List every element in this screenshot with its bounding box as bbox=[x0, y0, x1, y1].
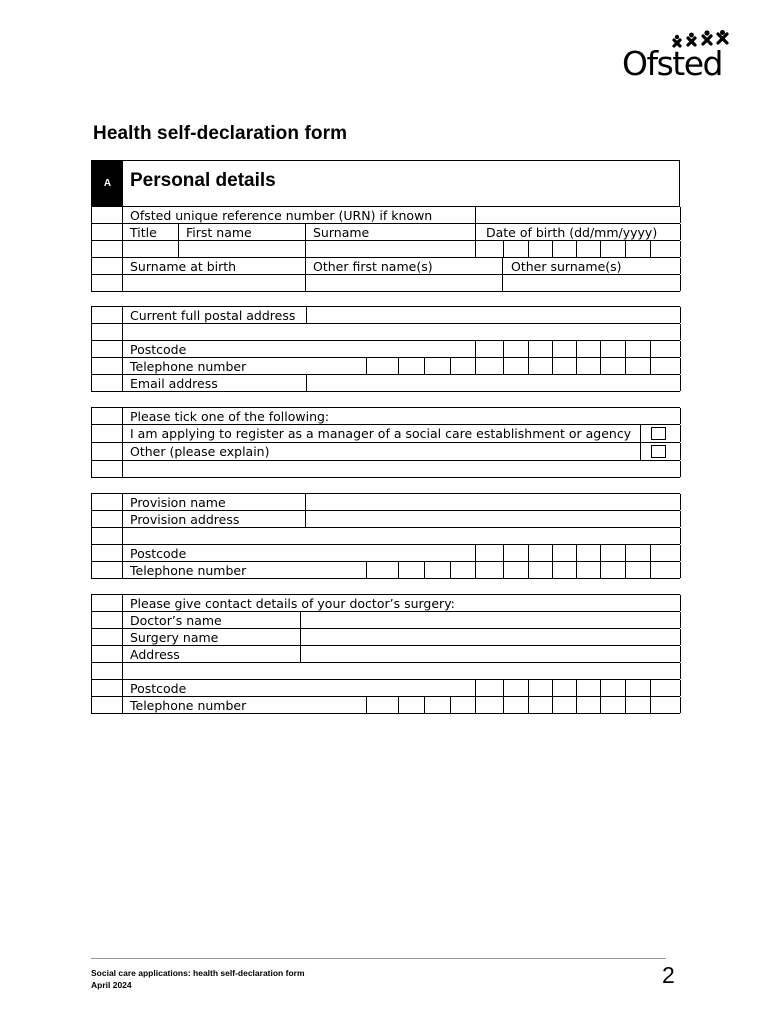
surgery-name-row bbox=[92, 629, 680, 646]
provision-name-field[interactable] bbox=[306, 494, 681, 510]
postcode-char-4[interactable] bbox=[553, 341, 577, 357]
provision-telephone-digit-10[interactable] bbox=[601, 562, 626, 578]
postcode-char-1[interactable] bbox=[476, 341, 504, 357]
telephone-digit-3[interactable] bbox=[425, 358, 451, 374]
ofsted-logo bbox=[622, 30, 732, 86]
dob-label: Date of birth (dd/mm/yyyy) bbox=[486, 225, 658, 240]
surgery-telephone-row bbox=[92, 697, 680, 714]
provision-telephone-label: Telephone number bbox=[130, 563, 247, 578]
doctor-name-row bbox=[92, 612, 680, 629]
urn-field[interactable] bbox=[476, 207, 681, 223]
surgery-postcode-char-2[interactable] bbox=[504, 680, 529, 696]
footer-date: April 2024 bbox=[91, 980, 132, 990]
provision-telephone-digit-11[interactable] bbox=[626, 562, 651, 578]
provision-telephone-digit-7[interactable] bbox=[529, 562, 553, 578]
current-address-field[interactable] bbox=[307, 307, 681, 323]
section-title: Personal details bbox=[130, 170, 276, 191]
dob-digit-3[interactable] bbox=[529, 241, 553, 257]
email-field[interactable] bbox=[307, 375, 681, 391]
section-letter: A bbox=[92, 161, 123, 206]
surgery-postcode-char-7[interactable] bbox=[626, 680, 651, 696]
surgery-name-field[interactable] bbox=[301, 629, 681, 645]
provision-telephone-digit-8[interactable] bbox=[553, 562, 577, 578]
personal-details-table bbox=[91, 160, 680, 292]
doctor-prompt: Please give contact details of your doctor’s surgery: bbox=[130, 596, 455, 611]
role-other-label: Other (please explain) bbox=[130, 444, 270, 459]
provision-postcode-char-6[interactable] bbox=[601, 545, 626, 561]
doctor-table bbox=[91, 594, 680, 714]
doctor-name-field[interactable] bbox=[301, 612, 681, 628]
other-checkbox[interactable] bbox=[651, 445, 666, 458]
dob-digit-6[interactable] bbox=[601, 241, 626, 257]
telephone-digit-8[interactable] bbox=[553, 358, 577, 374]
postcode-label: Postcode bbox=[130, 342, 187, 357]
other-surnames-field[interactable] bbox=[503, 275, 681, 291]
other-surnames-label: Other surname(s) bbox=[511, 259, 622, 274]
dob-digit-2[interactable] bbox=[504, 241, 529, 257]
provision-address-row bbox=[92, 511, 680, 528]
provision-table bbox=[91, 493, 680, 579]
birth-names-labels-row bbox=[92, 258, 680, 275]
surgery-telephone-digit-1[interactable] bbox=[367, 697, 399, 713]
surgery-telephone-digit-6[interactable] bbox=[504, 697, 529, 713]
role-table bbox=[91, 407, 680, 478]
surgery-telephone-label: Telephone number bbox=[130, 698, 247, 713]
telephone-digit-11[interactable] bbox=[626, 358, 651, 374]
role-manager-row bbox=[92, 425, 680, 443]
postcode-char-7[interactable] bbox=[626, 341, 651, 357]
surgery-address-line-row bbox=[92, 663, 680, 680]
provision-telephone-digit-4[interactable] bbox=[451, 562, 476, 578]
provision-postcode-char-7[interactable] bbox=[626, 545, 651, 561]
telephone-digit-5[interactable] bbox=[476, 358, 504, 374]
birth-names-inputs-row bbox=[92, 275, 680, 292]
provision-telephone-digit-9[interactable] bbox=[577, 562, 601, 578]
provision-postcode-label: Postcode bbox=[130, 546, 187, 561]
telephone-digit-9[interactable] bbox=[577, 358, 601, 374]
provision-telephone-digit-6[interactable] bbox=[504, 562, 529, 578]
surgery-telephone-digit-9[interactable] bbox=[577, 697, 601, 713]
surgery-postcode-row bbox=[92, 680, 680, 697]
surgery-address-field[interactable] bbox=[301, 646, 681, 662]
provision-address-line-row bbox=[92, 528, 680, 545]
address-line-field[interactable] bbox=[123, 324, 681, 340]
email-row bbox=[92, 375, 680, 392]
surgery-address-row bbox=[92, 646, 680, 663]
postcode-char-3[interactable] bbox=[529, 341, 553, 357]
other-first-names-field[interactable] bbox=[306, 275, 503, 291]
surgery-telephone-digit-7[interactable] bbox=[529, 697, 553, 713]
surgery-postcode-char-8[interactable] bbox=[651, 680, 681, 696]
telephone-label: Telephone number bbox=[130, 359, 247, 374]
role-manager-label: I am applying to register as a manager of a social care establishment or agency bbox=[130, 426, 632, 441]
page-title: Health self-declaration form bbox=[93, 123, 348, 144]
urn-label: Ofsted unique reference number (URN) if known bbox=[130, 208, 433, 223]
provision-name-label: Provision name bbox=[130, 495, 226, 510]
current-address-label: Current full postal address bbox=[130, 308, 296, 323]
surgery-address-line-field[interactable] bbox=[123, 663, 681, 679]
surgery-postcode-char-3[interactable] bbox=[529, 680, 553, 696]
surgery-telephone-digit-2[interactable] bbox=[399, 697, 425, 713]
section-header bbox=[92, 161, 680, 207]
name-inputs-row bbox=[92, 241, 680, 258]
telephone-row bbox=[92, 358, 680, 375]
telephone-digit-12[interactable] bbox=[651, 358, 681, 374]
provision-postcode-char-2[interactable] bbox=[504, 545, 529, 561]
provision-telephone-digit-1[interactable] bbox=[367, 562, 399, 578]
telephone-digit-1[interactable] bbox=[367, 358, 399, 374]
surgery-name-label: Surgery name bbox=[130, 630, 219, 645]
name-labels-row bbox=[92, 224, 680, 241]
provision-address-label: Provision address bbox=[130, 512, 240, 527]
first-name-label: First name bbox=[186, 225, 252, 240]
surgery-telephone-digit-5[interactable] bbox=[476, 697, 504, 713]
provision-postcode-char-5[interactable] bbox=[577, 545, 601, 561]
provision-telephone-digit-5[interactable] bbox=[476, 562, 504, 578]
address-label-row bbox=[92, 307, 680, 324]
surgery-postcode-label: Postcode bbox=[130, 681, 187, 696]
provision-name-row bbox=[92, 494, 680, 511]
surgery-postcode-char-4[interactable] bbox=[553, 680, 577, 696]
postcode-char-8[interactable] bbox=[651, 341, 681, 357]
provision-address-line-field[interactable] bbox=[123, 528, 681, 544]
surname-field[interactable] bbox=[306, 241, 476, 257]
surgery-telephone-digit-10[interactable] bbox=[601, 697, 626, 713]
surname-at-birth-field[interactable] bbox=[123, 275, 306, 291]
footer-divider bbox=[91, 958, 666, 959]
address-table bbox=[91, 306, 680, 392]
other-first-names-label: Other first name(s) bbox=[313, 259, 433, 274]
page-number: 2 bbox=[662, 962, 675, 988]
role-prompt: Please tick one of the following: bbox=[130, 409, 330, 424]
provision-postcode-char-8[interactable] bbox=[651, 545, 681, 561]
address-line-row bbox=[92, 324, 680, 341]
surgery-postcode-char-1[interactable] bbox=[476, 680, 504, 696]
postcode-char-2[interactable] bbox=[504, 341, 529, 357]
logo-text: Ofsted bbox=[622, 44, 722, 83]
provision-telephone-digit-2[interactable] bbox=[399, 562, 425, 578]
provision-postcode-char-4[interactable] bbox=[553, 545, 577, 561]
surname-label: Surname bbox=[313, 225, 370, 240]
surgery-postcode-char-5[interactable] bbox=[577, 680, 601, 696]
dob-digit-8[interactable] bbox=[651, 241, 681, 257]
provision-telephone-digit-3[interactable] bbox=[425, 562, 451, 578]
postcode-char-5[interactable] bbox=[577, 341, 601, 357]
surgery-telephone-digit-11[interactable] bbox=[626, 697, 651, 713]
surname-at-birth-label: Surname at birth bbox=[130, 259, 237, 274]
telephone-digit-2[interactable] bbox=[399, 358, 425, 374]
postcode-row bbox=[92, 341, 680, 358]
surgery-telephone-digit-12[interactable] bbox=[651, 697, 681, 713]
telephone-digit-4[interactable] bbox=[451, 358, 476, 374]
footer-document-title: Social care applications: health self-declaration form bbox=[91, 968, 305, 978]
surgery-address-label: Address bbox=[130, 647, 180, 662]
email-label: Email address bbox=[130, 376, 218, 391]
dob-digit-7[interactable] bbox=[626, 241, 651, 257]
urn-row bbox=[92, 207, 680, 224]
provision-telephone-digit-12[interactable] bbox=[651, 562, 681, 578]
first-name-field[interactable] bbox=[179, 241, 306, 257]
doctor-name-label: Doctor’s name bbox=[130, 613, 222, 628]
dob-digit-1[interactable] bbox=[476, 241, 504, 257]
title-label: Title bbox=[130, 225, 157, 240]
doctor-prompt-row bbox=[92, 595, 680, 612]
provision-address-field[interactable] bbox=[306, 511, 681, 527]
provision-telephone-row bbox=[92, 562, 680, 579]
postcode-char-6[interactable] bbox=[601, 341, 626, 357]
role-explain-row bbox=[92, 461, 680, 478]
surgery-telephone-digit-8[interactable] bbox=[553, 697, 577, 713]
role-other-row bbox=[92, 443, 680, 461]
dob-digit-5[interactable] bbox=[577, 241, 601, 257]
telephone-digit-6[interactable] bbox=[504, 358, 529, 374]
surgery-postcode-char-6[interactable] bbox=[601, 680, 626, 696]
footer-text bbox=[91, 967, 305, 991]
provision-postcode-char-1[interactable] bbox=[476, 545, 504, 561]
surgery-telephone-digit-3[interactable] bbox=[425, 697, 451, 713]
dob-digit-4[interactable] bbox=[553, 241, 577, 257]
surgery-telephone-digit-4[interactable] bbox=[451, 697, 476, 713]
role-prompt-row bbox=[92, 408, 680, 425]
manager-checkbox[interactable] bbox=[651, 427, 666, 440]
provision-postcode-char-3[interactable] bbox=[529, 545, 553, 561]
title-field[interactable] bbox=[123, 241, 179, 257]
telephone-digit-7[interactable] bbox=[529, 358, 553, 374]
provision-postcode-row bbox=[92, 545, 680, 562]
telephone-digit-10[interactable] bbox=[601, 358, 626, 374]
other-explain-field[interactable] bbox=[123, 461, 681, 477]
